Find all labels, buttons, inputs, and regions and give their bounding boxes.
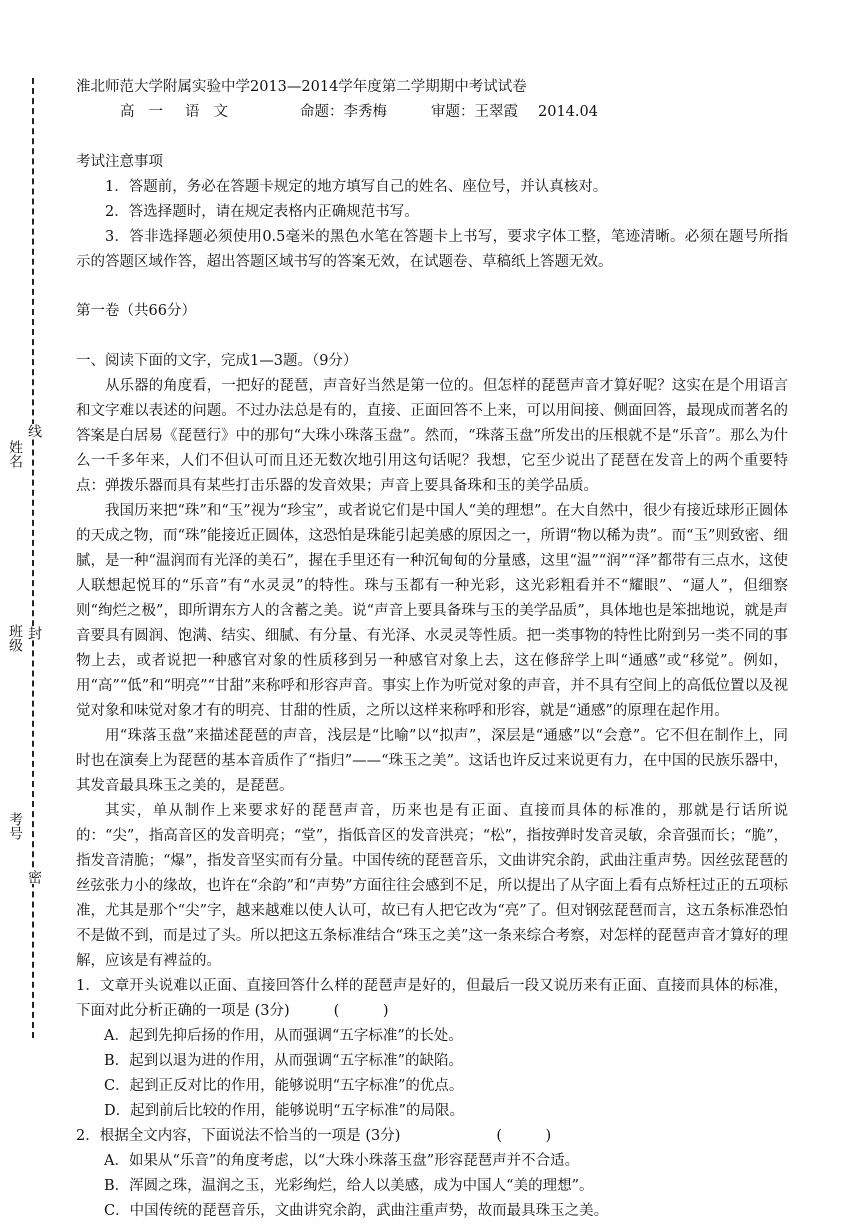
exam-subheader <box>76 100 788 125</box>
notice-item: 3．答非选择题必须使用0.5毫米的黑色水笔在答题卡上书写，要求字体工整，笔迹清晰。必须在题号所指示的答题区域作答，超出答题区域书写的答案无效，在试题卷、草稿纸上答题无效。 <box>76 229 788 270</box>
option-b: B．起到以退为进的作用，从而强调“五字标准”的缺陷。 <box>104 1053 463 1069</box>
question-stem: 2．根据全文内容，下面说法不恰当的一项是 (3分) ( ) <box>76 1124 788 1149</box>
exam-number-label: 考号 <box>3 812 23 840</box>
notice-title: 考试注意事项 <box>76 154 163 170</box>
option-a: A．如果从“乐音”的角度考虑，以“大珠小珠落玉盘”形容琵琶声并不合适。 <box>104 1153 580 1169</box>
binding-margin <box>0 0 60 1216</box>
reviewer: 审题：王翠霞 <box>431 104 518 120</box>
cut-mark-seal: 封 <box>26 626 42 640</box>
grade: 高一 <box>120 104 177 120</box>
exam-date: 2014.04 <box>538 104 598 120</box>
notice-item: 1．答题前，务必在答题卡规定的地方填写自己的姓名、座位号，并认真核对。 <box>105 179 608 195</box>
question-1 <box>76 974 788 1124</box>
answer-blank: ( ) <box>496 1128 552 1144</box>
option-a: A．起到先抑后扬的作用，从而强调“五字标准”的长处。 <box>104 1028 463 1044</box>
option-c: C．中国传统的琵琶音乐，文曲讲究余韵，武曲注重声势，故而最具珠玉之美。 <box>104 1203 609 1219</box>
question-2 <box>76 1124 788 1224</box>
question-stem: 1．文章开头说难以正面、直接回答什么样的琵琶声是好的，但最后一段又说历来有正面、直接而具体的标准，下面对此分析正确的一项是 (3分) ( ) <box>76 974 788 1024</box>
cut-mark-secret: 密 <box>26 870 42 884</box>
option-d: D．起到前后比较的作用，能够说明“五字标准”的局限。 <box>104 1103 464 1119</box>
exam-title: 淮北师范大学附属实验中学2013—2014学年度第二学期期中考试试卷 <box>76 79 527 95</box>
subject: 语文 <box>185 104 242 120</box>
cut-mark-line: 线 <box>26 424 42 438</box>
notice-item: 2．答选择题时，请在规定表格内正确规范书写。 <box>105 204 419 220</box>
option-c: C．起到正反对比的作用，能够说明“五字标准”的优点。 <box>104 1078 464 1094</box>
passage-paragraph: 从乐器的角度看，一把好的琵琶，声音好当然是第一位的。但怎样的琵琶声音才算好呢？这实在是个用语言和文字难以表述的问题。不过办法总是有的，直接、正面回答不上来，可以用间接、侧面回答，最现成而著名的答案是白居易《琵琶行》中的那句“大珠小珠落玉盘”。然而，“珠落玉盘”所发出的压根就不是“乐音”。那么为什么一千多年来，人们不但认可而且还无数次地引用这句话呢？我想，它至少说出了琵琶在发音上的两个重要特点：弹拨乐器而具有某些打击乐器的发音效果；声音上要具备珠和玉的美学品质。 <box>76 378 788 494</box>
name-label: 姓名 <box>3 440 23 468</box>
exam-paper <box>76 75 788 1224</box>
answer-blank: ( ) <box>333 1003 389 1019</box>
section-title: 一、阅读下面的文字，完成1—3题。（9分） <box>76 353 358 369</box>
passage-paragraph: 我国历来把“珠”和“玉”视为“珍宝”，或者说它们是中国人“美的理想”。在大自然中，很少有接近球形正圆体的天成之物，而“珠”能接近正圆体，这恐怕是珠能引起美感的原因之一，所谓“物以稀为贵”。而“玉”则致密、细腻，是一种“温润而有光泽的美石”，握在手里还有一种沉甸甸的分量感，这里“温”“润”“泽”都带有三点水，这使人联想起悦耳的“乐音”有“水灵灵”的特性。珠与玉都有一种光彩，这光彩粗看并不“耀眼”、“逼人”，但细察则“绚烂之极”，即所谓东方人的含蓄之美。说“声音上要具备珠与玉的美学品质”，具体地也是笨拙地说，就是声音要具有圆润、饱满、结实、细腻、有分量、有光泽、水灵灵等性质。把一类事物的特性比附到另一类不同的事物上去，或者说把一种感官对象的性质移到另一种感官对象上去，这在修辞学上叫“通感”或“移觉”。例如，用“高”“低”和“明亮”“甘甜”来称呼和形容声音。事实上作为听觉对象的声音，并不具有空间上的高低位置以及视觉对象和味觉对象才有的明亮、甘甜的性质，之所以这样来称呼和形容，就是“通感”的原理在起作用。 <box>76 503 788 719</box>
author: 命题：李秀梅 <box>300 104 387 120</box>
passage-paragraph: 用“珠落玉盘”来描述琵琶的声音，浅层是“比喻”以“拟声”，深层是“通感”以“会意”。它不但在制作上，同时也在演奏上为琵琶的基本音质作了“指归”——“珠玉之美”。这话也许反过来说更有力，在中国的民族乐器中，其发音最具珠玉之美的，是琵琶。 <box>76 728 788 794</box>
part-title: 第一卷（共66分） <box>76 303 196 319</box>
option-b: B．浑圆之珠，温润之玉，光彩绚烂，给人以美感，成为中国人“美的理想”。 <box>104 1178 594 1194</box>
binding-dashed-line <box>32 78 34 1038</box>
class-label: 班级 <box>3 624 23 652</box>
passage-paragraph: 其实，单从制作上来要求好的琵琶声音，历来也是有正面、直接而具体的标准的，那就是行话所说的：“尖”，指高音区的发音明亮；“堂”，指低音区的发音洪亮；“松”，指按弹时发音灵敏，余音强而长；“脆”，指发音清脆；“爆”，指发音坚实而有分量。中国传统的琵琶音乐，文曲讲究余韵，武曲注重声势。因丝弦琵琶的丝弦张力小的缘故，也许在“余韵”和“声势”方面往往会感到不足，所以提出了从字面上看有点矫枉过正的五项标准，尤其是那个“尖”字，越来越难以使人认可，故已有人把它改为“亮”了。但对钢弦琵琶而言，这五条标准恐怕不是做不到，而是过了头。所以把这五条标准结合“珠玉之美”这一条来综合考察，对怎样的琵琶声音才算好的理解，应该是有裨益的。 <box>76 803 788 969</box>
